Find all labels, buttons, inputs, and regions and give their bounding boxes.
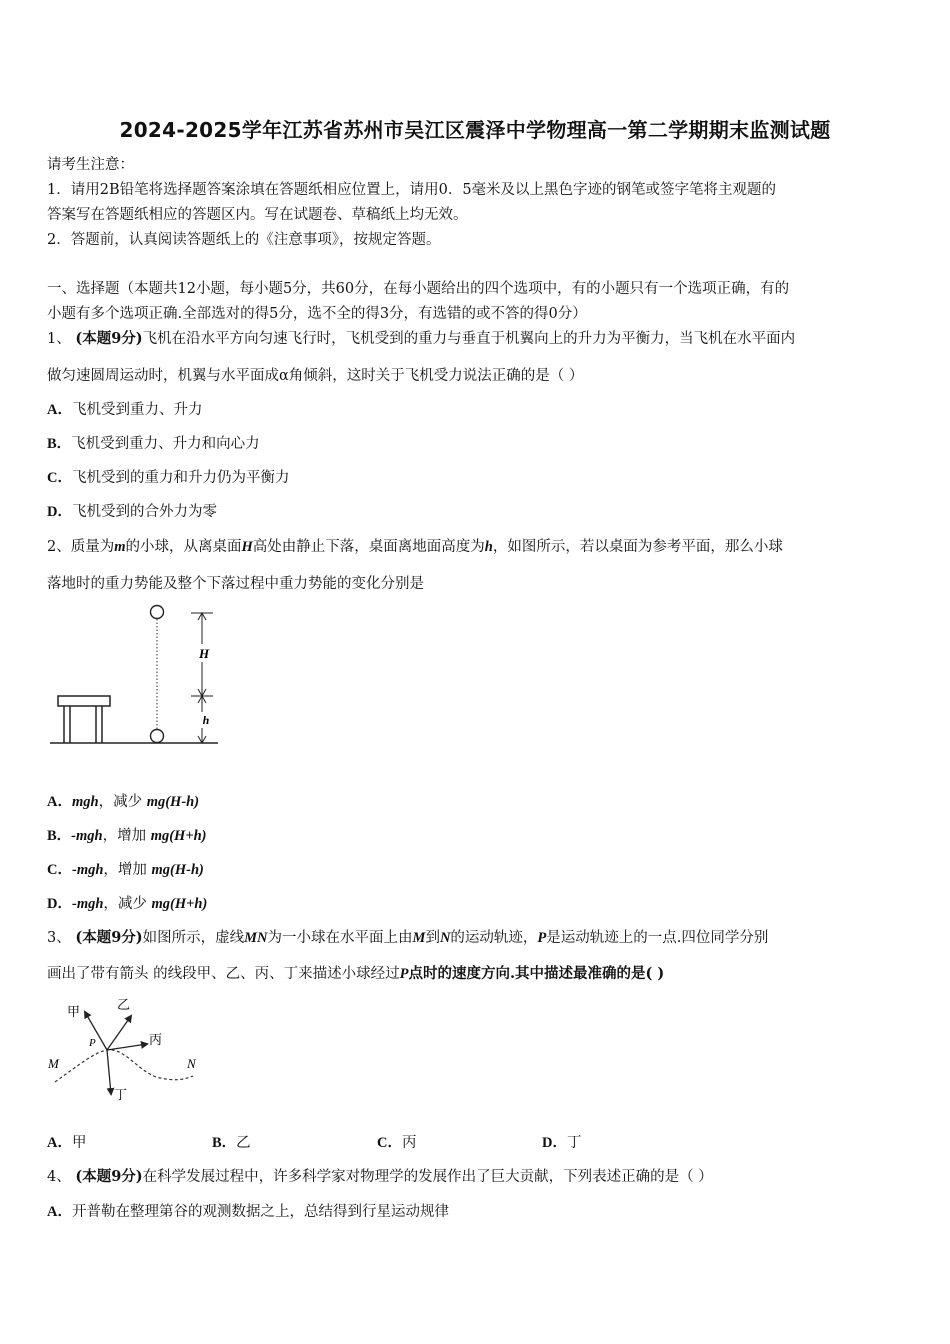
question-score: (本题9分) (75, 1168, 143, 1185)
option-text: ，增加 (103, 862, 152, 878)
q2-option-b[interactable] (47, 824, 207, 845)
option-label: C． (377, 1135, 402, 1151)
option-expr-2: mg(H+h) (150, 828, 207, 844)
question-text: 飞机在沿水平方向匀速飞行时，飞机受到的重力与垂直于机翼向上的升力为平衡力，当飞机在水平面内 (142, 331, 796, 347)
option-label: A． (47, 402, 72, 418)
question-3-stem-cont (47, 962, 664, 983)
question-score: (本题9分) (75, 330, 143, 347)
label-M: M (48, 1056, 59, 1071)
notice-item-1: 1．请用2B铅笔将选择题答案涂填在答题纸相应位置上，请用0．5毫米及以上黑色字迹的钢笔或签字笔将主观题的 (47, 182, 777, 198)
q1-option-a[interactable] (47, 398, 202, 419)
arrow-yi (107, 1016, 131, 1050)
question-2-stem-cont: 落地时的重力势能及整个下落过程中重力势能的变化分别是 (47, 576, 424, 592)
option-label: B． (47, 828, 72, 844)
option-label: B． (47, 436, 72, 452)
q2-text-2: 的小球，从离桌面 (125, 539, 242, 555)
q1-option-c[interactable] (47, 466, 289, 487)
q2-var-m: m (114, 539, 126, 555)
label-h: h (202, 713, 210, 727)
q3-text-5: 是运动轨迹上的一点.四位同学分别 (546, 930, 769, 946)
label-bing: 丙 (149, 1032, 163, 1047)
option-text: 飞机受到的合外力为零 (71, 504, 217, 520)
option-expr-2: mg(H-h) (151, 862, 204, 878)
question-2-stem (47, 535, 783, 556)
q2-option-c[interactable] (47, 858, 204, 879)
question-number: 3、 (47, 930, 71, 946)
option-label: D． (47, 504, 72, 520)
q2-option-a[interactable] (47, 790, 199, 811)
option-text: 飞机受到重力、升力 (71, 402, 203, 418)
page-title: 2024-2025学年江苏省苏州市吴江区震泽中学物理高一第二学期期末监测试题 (119, 118, 831, 142)
option-text: 丁 (566, 1135, 582, 1151)
q2-text-3: 高处由静止下落，桌面离地面高度为 (252, 539, 485, 555)
option-label: A． (47, 1204, 72, 1220)
q3-text-6: 画出了带有箭头 的线段甲、乙、丙、丁来描述小球经过 (47, 966, 400, 982)
ball-top (151, 606, 164, 619)
notice-item-1-cont: 答案写在答题纸相应的答题区内。写在试题卷、草稿纸上均无效。 (47, 207, 468, 223)
option-text: ，减少 (103, 896, 152, 912)
label-ding: 丁 (114, 1087, 128, 1102)
option-text: 飞机受到重力、升力和向心力 (71, 436, 260, 452)
option-text: 飞机受到的重力和升力仍为平衡力 (71, 470, 290, 486)
q3-text-3: 到 (425, 930, 440, 946)
q3-text-1: 如图所示，虚线 (142, 930, 245, 946)
label-P: P (89, 1037, 96, 1049)
ball-bottom (151, 730, 164, 743)
question-number: 1、 (47, 331, 71, 347)
option-expr-1: mgh (71, 794, 99, 810)
option-expr-1: -mgh (71, 896, 104, 912)
arrow-ding (107, 1050, 111, 1094)
q2-option-d[interactable] (47, 892, 207, 913)
q4-option-a[interactable] (47, 1200, 449, 1221)
option-label: D． (542, 1135, 567, 1151)
q2-var-h: h (484, 539, 493, 555)
q1-option-b[interactable] (47, 432, 260, 453)
option-expr-2: mg(H-h) (146, 794, 200, 810)
trajectory-curve (55, 1050, 193, 1082)
option-label: D． (47, 896, 72, 912)
q3-text-2: 为一小球在水平面上由 (267, 930, 413, 946)
option-text: 开普勒在整理第谷的观测数据之上，总结得到行星运动规律 (71, 1204, 449, 1220)
q3-text-4: 的运动轨迹， (450, 930, 538, 946)
option-text: 甲 (71, 1135, 87, 1151)
question-number: 4、 (47, 1169, 71, 1185)
q3-option-c[interactable] (377, 1131, 416, 1152)
option-label: B． (212, 1135, 237, 1151)
option-label: A． (47, 1135, 72, 1151)
label-yi: 乙 (117, 997, 131, 1012)
option-label: C． (47, 862, 72, 878)
q3-text-7: 点时的速度方向.其中描述最准确的是( ) (408, 965, 665, 982)
q2-figure (48, 600, 228, 750)
notice-item-2: 2．答题前，认真阅读答题纸上的《注意事项》，按规定答题。 (47, 232, 441, 248)
q3-var-M: M (412, 930, 426, 946)
q1-option-d[interactable] (47, 500, 217, 521)
q2-var-H: H (241, 539, 253, 555)
label-H: H (198, 646, 210, 661)
question-text: 在科学发展过程中，许多科学家对物理学的发展作出了巨大贡献，下列表述正确的是（ ） (142, 1169, 713, 1185)
q3-var-MN: MN (244, 930, 268, 946)
q3-figure (45, 992, 215, 1107)
q2-text-4: ，如图所示，若以桌面为参考平面，那么小球 (492, 539, 783, 555)
option-expr-1: -mgh (71, 862, 104, 878)
option-text: 乙 (236, 1135, 251, 1151)
question-4-stem (47, 1165, 713, 1186)
option-expr-1: -mgh (71, 828, 103, 844)
q3-var-N: N (439, 930, 451, 946)
q3-var-P: P (399, 966, 409, 982)
section-heading-cont: 小题有多个选项正确.全部选对的得5分，选不全的得3分，有选错的或不答的得0分） (47, 306, 587, 322)
option-text: ，增加 (102, 828, 151, 844)
section-heading: 一、选择题（本题共12小题，每小题5分，共60分，在每小题给出的四个选项中，有的小题只有一个选项正确，有的 (47, 281, 790, 297)
label-jia: 甲 (67, 1004, 81, 1019)
table-diagram (58, 696, 110, 743)
arrow-bing (107, 1044, 147, 1050)
label-N: N (187, 1056, 196, 1071)
q3-option-a[interactable] (47, 1131, 86, 1152)
question-1-stem-cont: 做匀速圆周运动时，机翼与水平面成α角倾斜，这时关于飞机受力说法正确的是（ ） (47, 368, 584, 384)
question-1-stem (47, 327, 795, 348)
option-label: A． (47, 794, 72, 810)
q2-text-1: 2、质量为 (47, 539, 115, 555)
option-expr-2: mg(H+h) (151, 896, 208, 912)
option-text: 丙 (401, 1135, 417, 1151)
notice-heading: 请考生注意： (47, 157, 134, 173)
q3-option-b[interactable] (212, 1131, 251, 1152)
q3-option-d[interactable] (542, 1131, 581, 1152)
question-score: (本题9分) (75, 929, 143, 946)
question-3-stem (47, 926, 768, 947)
option-text: ，减少 (98, 794, 147, 810)
q3-var-P: P (537, 930, 547, 946)
option-label: C． (47, 470, 72, 486)
